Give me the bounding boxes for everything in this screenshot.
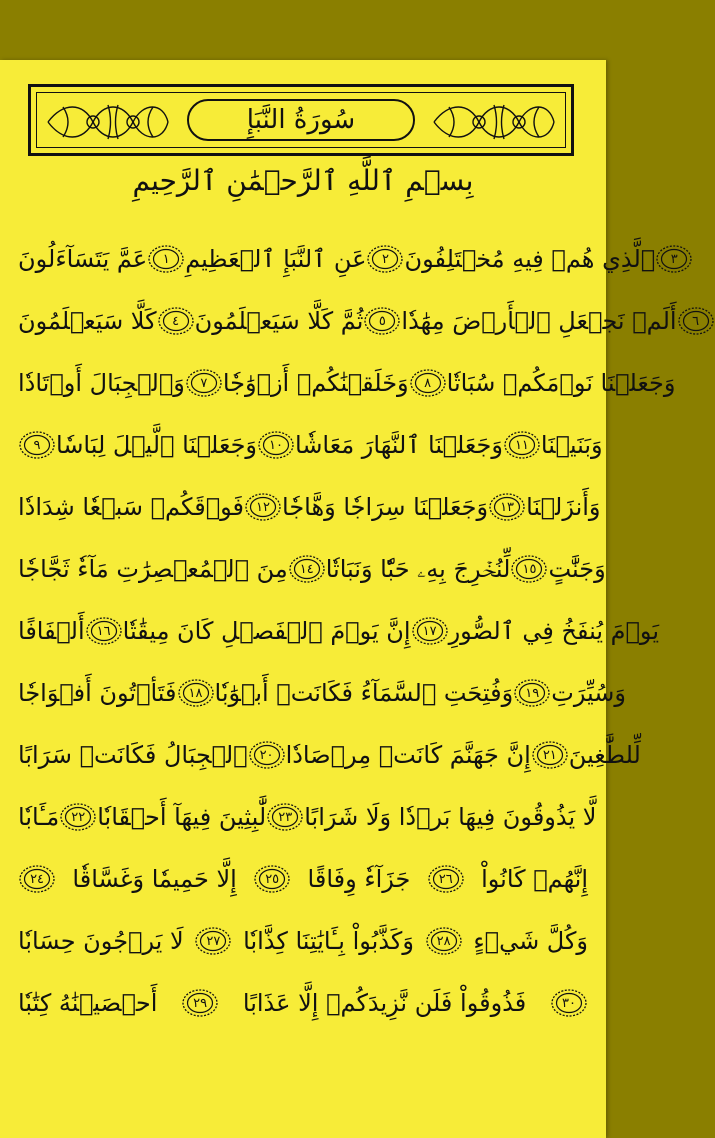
mushaf-page <box>0 60 700 1138</box>
verse-line <box>18 414 603 476</box>
verse-text: وَفُتِحَتِ ٱلسَّمَآءُ فَكَانَتۡ أَبۡوَٰبٗا <box>214 679 514 707</box>
verse-text: فَتَأۡتُونَ أَفۡوَاجٗا <box>18 679 177 707</box>
verse-text: وَأَنزَلۡنَا <box>526 493 601 521</box>
verse-text: مِنَ ٱلۡمُعۡصِرَٰتِ مَآءٗ ثَجَّاجٗا <box>18 555 288 583</box>
ayah-number: ١٨ <box>188 685 203 701</box>
basmala: بِسۡمِ ٱللَّهِ ٱلرَّحۡمَٰنِ ٱلرَّحِيمِ <box>132 164 474 197</box>
verse-text: وَكُلَّ شَيۡءٍ <box>473 927 588 955</box>
verse-text: عَمَّ يَتَسَآءَلُونَ <box>18 245 148 273</box>
ayah-number: ١٣ <box>500 499 515 515</box>
ayah-number-marker <box>59 802 97 832</box>
ayah-number: ٢ <box>381 251 389 267</box>
ayah-number: ٢٣ <box>278 809 293 825</box>
ayah-number-marker <box>18 864 56 894</box>
verse-text: أَلَمۡ نَجۡعَلِ ٱلۡأَرۡضَ مِهَٰدٗا <box>401 307 677 335</box>
ayah-number-marker <box>244 492 282 522</box>
ayah-number: ٢٠ <box>259 747 274 763</box>
verse-line <box>18 910 588 972</box>
verse-text: إِنَّ جَهَنَّمَ كَانَتۡ مِرۡصَادٗا <box>285 741 531 769</box>
verse-text: وَجَعَلۡنَا ٱلنَّهَارَ مَعَاشٗا <box>295 431 503 459</box>
ayah-number-marker <box>427 864 465 894</box>
ayah-number: ١٥ <box>522 561 537 577</box>
verse-text: ثُمَّ كَلَّا سَيَعۡلَمُونَ <box>194 307 364 335</box>
ayah-number-marker <box>550 988 588 1018</box>
verse-text: وَجَنَّٰتٍ <box>548 555 606 583</box>
verse-text: ٱلَّذِي هُمۡ فِيهِ مُخۡتَلِفُونَ <box>404 245 656 273</box>
verse-text: لِّنُخۡرِجَ بِهِۦ حَبّٗا وَنَبَاتٗا <box>325 555 511 583</box>
ayah-number: ١٤ <box>299 561 314 577</box>
ayah-number-marker <box>18 430 56 460</box>
ayah-number: ١ <box>162 251 170 267</box>
ayah-number-marker <box>411 616 449 646</box>
ayah-number-marker <box>513 678 551 708</box>
verse-text: إِنَّ يَوۡمَ ٱلۡفَصۡلِ كَانَ مِيقَٰتٗا <box>122 617 411 645</box>
ayah-number: ٥ <box>378 313 386 329</box>
ayah-number: ٢٧ <box>206 933 221 949</box>
verse-text: وَجَعَلۡنَا نَوۡمَكُمۡ سُبَاتٗا <box>446 369 676 397</box>
arabesque-ornament-left <box>43 97 173 147</box>
ayah-number-marker <box>85 616 123 646</box>
ayah-number: ٢٦ <box>438 871 453 887</box>
verse-text: لَّا يَذُوقُونَ فِيهَا بَرۡدٗا وَلَا شَرَابًا <box>304 803 597 831</box>
verse-text: وَبَنَيۡنَا <box>540 431 603 459</box>
arabesque-ornament-right <box>429 97 559 147</box>
ayah-number-marker <box>181 988 219 1018</box>
ayah-number: ١٦ <box>96 623 111 639</box>
verse-text: مَـَٔابٗا <box>18 803 60 831</box>
verse-text: إِلَّا حَمِيمٗا وَغَسَّاقٗا <box>72 865 237 893</box>
ayah-number: ٢١ <box>542 747 557 763</box>
ayah-number-marker <box>194 926 232 956</box>
ayah-number-marker <box>488 492 526 522</box>
ayah-number: ١١ <box>514 437 529 453</box>
verse-text: أَحۡصَيۡنَٰهُ كِتَٰبٗا <box>18 989 158 1017</box>
ayah-number-marker <box>177 678 215 708</box>
ayah-number-marker <box>157 306 195 336</box>
ayah-number-marker <box>147 244 185 274</box>
ayah-number: ٨ <box>424 375 432 391</box>
ayah-number-marker <box>366 244 404 274</box>
ayah-number-marker <box>531 740 569 770</box>
ayah-number: ٣٠ <box>562 995 576 1011</box>
verse-line <box>18 352 676 414</box>
ayah-number-marker <box>363 306 401 336</box>
verse-text: فَذُوقُواْ فَلَن نَّزِيدَكُمۡ إِلَّا عَذَابًا <box>242 989 527 1017</box>
verse-line <box>18 848 588 910</box>
ayah-number: ٩ <box>33 437 41 453</box>
ayah-number-marker <box>266 802 304 832</box>
ayah-number-marker <box>257 430 295 460</box>
verse-text: ٱلۡجِبَالُ فَكَانَتۡ سَرَابًا <box>18 741 248 769</box>
ayah-number-marker <box>655 244 693 274</box>
verse-line <box>18 538 606 600</box>
ayah-number: ٣ <box>670 251 678 267</box>
ayah-number: ٢٤ <box>30 871 45 887</box>
verse-line <box>18 600 660 662</box>
surah-header-inner-border <box>36 92 566 148</box>
ayah-number: ٦ <box>692 313 700 329</box>
verse-line <box>18 228 678 290</box>
verse-line <box>18 724 641 786</box>
ayah-number-marker <box>425 926 463 956</box>
verse-text: وَجَعَلۡنَا سِرَاجٗا وَهَّاجٗا <box>282 493 489 521</box>
ayah-number-marker <box>248 740 286 770</box>
verse-text: أَلۡفَافًا <box>18 617 85 645</box>
ayah-number: ٢٢ <box>71 809 86 825</box>
verse-line <box>18 476 601 538</box>
ayah-number: ١٩ <box>525 685 540 701</box>
verses-block <box>18 228 700 1034</box>
ayah-number-marker <box>288 554 326 584</box>
surah-header-frame <box>28 84 574 156</box>
ayah-number: ٢٥ <box>265 871 280 887</box>
surah-title-cartouche <box>187 99 415 141</box>
verse-text: فَوۡقَكُمۡ سَبۡعٗا شِدَادٗا <box>18 493 245 521</box>
verse-line <box>18 786 597 848</box>
ayah-number: ١٢ <box>256 499 270 515</box>
ayah-number: ١٧ <box>422 623 437 639</box>
verse-text: لِّلطَّٰغِينَ <box>568 741 641 769</box>
verse-text: لَا يَرۡجُونَ حِسَابٗا <box>18 927 184 955</box>
ayah-number-marker <box>253 864 291 894</box>
verse-line <box>18 972 588 1034</box>
verse-text: وَسُيِّرَتِ <box>551 679 626 707</box>
verse-line <box>18 290 700 352</box>
verse-text: وَجَعَلۡنَا ٱلَّيۡلَ لِبَاسٗا <box>56 431 257 459</box>
verse-text: لَّٰبِثِينَ فِيهَآ أَحۡقَابٗا <box>97 803 267 831</box>
verse-text: وَخَلَقۡنَٰكُمۡ أَزۡوَٰجٗا <box>222 369 409 397</box>
ayah-number-marker <box>409 368 447 398</box>
verse-text: كَلَّا سَيَعۡلَمُونَ <box>18 307 157 335</box>
ayah-number: ١٠ <box>269 437 283 453</box>
ayah-number-marker <box>510 554 548 584</box>
ayah-number: ٤ <box>172 313 180 329</box>
verse-text: وَٱلۡجِبَالَ أَوۡتَادٗا <box>18 369 185 397</box>
verse-line <box>18 662 626 724</box>
verse-text: عَنِ ٱلنَّبَإِ ٱلۡعَظِيمِ <box>185 245 367 273</box>
ayah-number-marker <box>503 430 541 460</box>
ayah-number: ٢٩ <box>193 995 208 1011</box>
ayah-number: ٢٨ <box>436 933 451 949</box>
ayah-number: ٧ <box>200 375 208 391</box>
surah-title: سُورَةُ النَّبَإِ <box>246 105 356 135</box>
verse-text: إِنَّهُمۡ كَانُواْ <box>481 865 588 893</box>
ayah-number-marker <box>677 306 715 336</box>
verse-text: جَزَآءٗ وِفَاقًا <box>307 865 411 893</box>
verse-text: يَوۡمَ يُنفَخُ فِي ٱلصُّورِ <box>448 617 660 645</box>
verse-text: وَكَذَّبُواْ بِـَٔايَٰتِنَا كِذَّابٗا <box>243 927 414 955</box>
ayah-number-marker <box>185 368 223 398</box>
